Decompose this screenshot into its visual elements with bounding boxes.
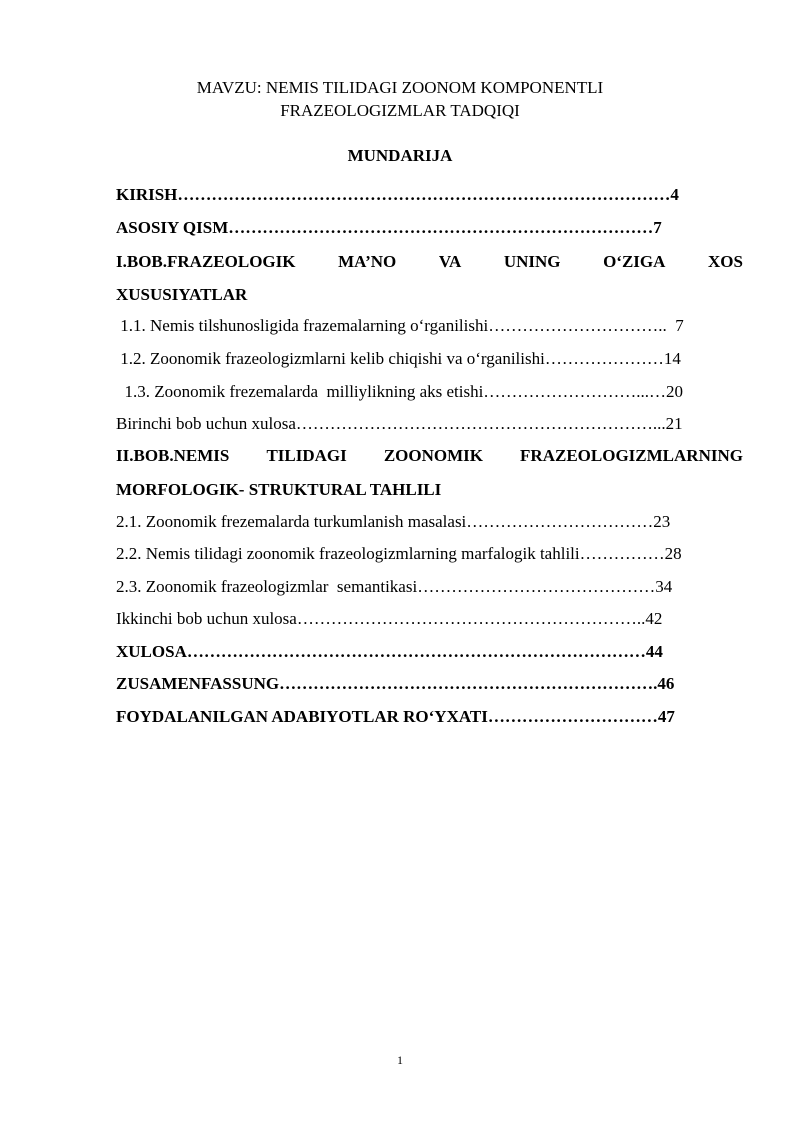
- toc-entry-1-1: 1.1. Nemis tilshunosligida frazemalarning o‘rganilishi………………………….. 7: [116, 316, 684, 335]
- toc-entry-chapter-1-conclusion: Birinchi bob uchun xulosa………………………………………………………...21: [116, 414, 683, 433]
- chapter-2-word: ZOONOMIK: [383, 446, 483, 465]
- toc-entry-xulosa: XULOSA………………………………………………………………………44: [116, 642, 663, 661]
- toc-entry-2-3: 2.3. Zoonomik frazeologizmlar semantikasi……………………………………34: [116, 577, 673, 596]
- toc-entry-chapter-2-conclusion: Ikkinchi bob uchun xulosa……………………………………………………..42: [116, 609, 663, 628]
- toc-entry-chapter-1-cont: XUSUSIYATLAR: [116, 285, 248, 304]
- page-number: 1: [397, 1053, 403, 1067]
- chapter-1-word: I.BOB.FRAZEOLOGIK: [116, 252, 296, 271]
- chapter-1-word: VA: [438, 252, 462, 271]
- chapter-2-word: TILIDAGI: [266, 446, 347, 465]
- toc-entry-2-1: 2.1. Zoonomik frezemalarda turkumlanish masalasi……………………………23: [116, 512, 671, 531]
- toc-heading: MUNDARIJA: [347, 146, 453, 165]
- toc-entry-2-2: 2.2. Nemis tilidagi zoonomik frazeologizmlarning marfalogik tahlili……………28: [116, 544, 682, 563]
- toc-entry-chapter-1: [116, 252, 743, 272]
- toc-entry-kirish: KIRISH……………………………………………………………………………4: [116, 185, 679, 204]
- toc-entry-chapter-2-cont: MORFOLOGIK- STRUKTURAL TAHLILI: [116, 480, 442, 499]
- chapter-1-word: UNING: [503, 252, 561, 271]
- chapter-1-word: MA’NO: [338, 252, 397, 271]
- chapter-2-word: FRAZEOLOGIZMLARNING: [520, 446, 743, 465]
- toc-entry-asosiy-qism: ASOSIY QISM…………………………………………………………………7: [116, 218, 662, 237]
- chapter-1-word: O‘ZIGA: [603, 252, 666, 271]
- chapter-2-word: II.BOB.NEMIS: [116, 446, 230, 465]
- title-line-1: MAVZU: NEMIS TILIDAGI ZOONOM KOMPONENTLI: [196, 78, 604, 97]
- title-line-2: FRAZEOLOGIZMLAR TADQIQI: [280, 101, 520, 120]
- toc-entry-zusammenfassung: ZUSAMENFASSUNG………………………………………………………….46: [116, 674, 675, 693]
- toc-entry-bibliography: FOYDALANILGAN ADABIYOTLAR RO‘YXATI…………………………47: [116, 707, 675, 726]
- chapter-1-word: XOS: [708, 252, 743, 271]
- toc-entry-1-2: 1.2. Zoonomik frazeologizmlarni kelib chiqishi va o‘rganilishi…………………14: [116, 349, 681, 368]
- toc-entry-chapter-2: [116, 446, 743, 466]
- toc-entry-1-3: 1.3. Zoonomik frezemalarda milliylikning aks etishi………………………...…20: [116, 382, 684, 401]
